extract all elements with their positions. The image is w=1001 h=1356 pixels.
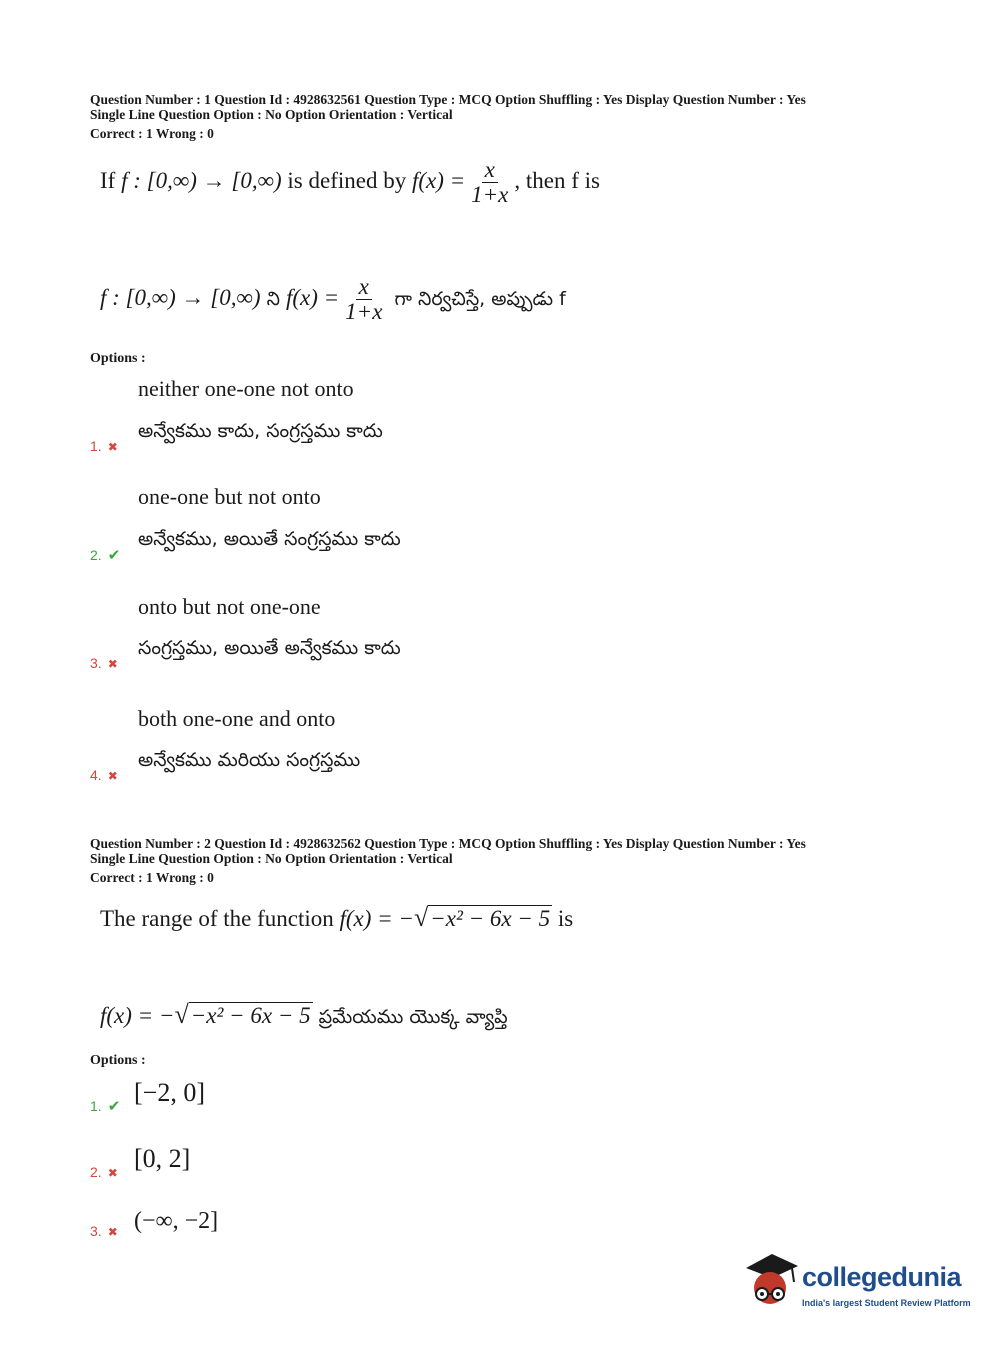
q2-question-te xyxy=(100,1000,508,1033)
q1-option-1-number: 1. xyxy=(90,438,102,454)
q2-option-3-value: (−∞, −2] xyxy=(134,1208,219,1234)
q2-en-suffix: is xyxy=(552,906,574,931)
collegedunia-logo xyxy=(742,1250,972,1320)
q1-option-3-number: 3. xyxy=(90,655,102,671)
q2-option-2-marker[interactable] xyxy=(90,1164,118,1180)
checkmark-icon: ✔ xyxy=(107,1098,121,1115)
q1-frac-num: x xyxy=(482,158,498,183)
q2-option-1-value: [−2, 0] xyxy=(134,1078,205,1107)
q2-meta-line1: Question Number : 2 Question Id : 4928632562 Question Type : MCQ Option Shuffling : Yes Display Question Number : Yes xyxy=(90,836,806,851)
cross-icon: ✖ xyxy=(107,1166,118,1180)
q1-option-3-marker[interactable] xyxy=(90,655,118,671)
q1-option-4-marker[interactable] xyxy=(90,767,118,783)
logo-name: collegedunia xyxy=(802,1262,962,1292)
cross-icon: ✖ xyxy=(107,769,118,783)
q1-option-2-number: 2. xyxy=(90,547,102,563)
mascot-icon xyxy=(742,1250,800,1316)
q2-option-1-number: 1. xyxy=(90,1098,102,1114)
q2-question-en xyxy=(100,903,573,933)
q1-option-4-en: both one-one and onto xyxy=(138,706,336,731)
cross-icon: ✖ xyxy=(107,440,118,454)
q1-meta xyxy=(90,92,806,141)
q1-te-suffix: గా నిర్వచిస్తే, అప్పుడు f xyxy=(388,287,566,310)
q1-option-3-en: onto but not one-one xyxy=(138,594,321,619)
q1-meta-line1: Question Number : 1 Question Id : 4928632561 Question Type : MCQ Option Shuffling : Yes Display Question Number : Yes xyxy=(90,92,806,107)
q1-frac-den: 1+x xyxy=(471,182,509,207)
q1-fraction xyxy=(468,158,511,207)
q1-option-1-te: అన్వేకము కాదు, సంగ్రస్తము కాదు xyxy=(138,420,383,442)
cross-icon: ✖ xyxy=(107,657,118,671)
q1-te-ni: ని xyxy=(260,287,286,310)
q1-meta-line2: Single Line Question Option : No Option Orientation : Vertical xyxy=(90,107,453,122)
q1-meta-line3: Correct : 1 Wrong : 0 xyxy=(90,126,214,141)
cross-icon: ✖ xyxy=(107,1225,118,1239)
q2-option-1-marker[interactable] xyxy=(90,1097,120,1115)
q2-options-label: Options : xyxy=(90,1053,146,1068)
checkmark-icon: ✔ xyxy=(107,547,121,564)
q2-option-2-number: 2. xyxy=(90,1164,102,1180)
q2-meta-line3: Correct : 1 Wrong : 0 xyxy=(90,870,214,885)
logo-tagline: India's largest Student Review Platform xyxy=(802,1298,971,1308)
q1-question-te xyxy=(100,275,566,324)
q1-option-4-te: అన్వేకము మరియు సంగ్రస్తము xyxy=(138,749,361,771)
q2-meta xyxy=(90,836,806,885)
q1-te-fraction xyxy=(342,275,385,324)
q1-te-frac-den: 1+x xyxy=(345,299,383,324)
q2-en-func: f(x) = − xyxy=(339,906,414,931)
q2-meta-line2: Single Line Question Option : No Option Orientation : Vertical xyxy=(90,851,453,866)
q1-en-mid: is defined by xyxy=(281,167,412,193)
q2-te-radicand: −x² − 6x − 5 xyxy=(190,1003,311,1028)
q1-option-1-marker[interactable] xyxy=(90,438,118,454)
q1-option-2-marker[interactable] xyxy=(90,546,120,564)
q1-te-func: f(x) = xyxy=(285,284,340,310)
q1-en-map: f : [0,∞) → [0,∞) xyxy=(121,167,282,193)
q1-option-1-en: neither one-one not onto xyxy=(138,376,354,401)
sqrt-icon: √ xyxy=(174,1000,189,1029)
q1-option-3-te: సంగ్రస్తము, అయితే అన్వేకము కాదు xyxy=(138,637,401,659)
q1-en-prefix: If xyxy=(100,167,122,193)
q1-option-4-number: 4. xyxy=(90,767,102,783)
q2-option-2-value: [0, 2] xyxy=(134,1144,191,1173)
q1-te-frac-num: x xyxy=(356,275,372,300)
q1-options-label: Options : xyxy=(90,351,146,366)
q2-te-func: f(x) = − xyxy=(100,1003,175,1028)
q2-en-prefix: The range of the function xyxy=(100,906,340,931)
q2-option-3-marker[interactable] xyxy=(90,1223,118,1239)
q1-en-suffix: , then f is xyxy=(514,167,600,193)
q1-en-func: f(x) = xyxy=(411,167,466,193)
q2-en-radicand: −x² − 6x − 5 xyxy=(430,906,551,931)
q2-option-3-number: 3. xyxy=(90,1223,102,1239)
q2-te-suffix: ప్రమేయము యొక్క వ్యాప్తి xyxy=(312,1006,508,1028)
q1-option-2-te: అన్వేకము, అయితే సంగ్రస్తము కాదు xyxy=(138,528,401,550)
q1-option-2-en: one-one but not onto xyxy=(138,484,321,509)
sqrt-icon: √ xyxy=(413,903,429,932)
q1-question-en xyxy=(100,158,600,207)
q1-te-map: f : [0,∞) → [0,∞) xyxy=(100,284,261,310)
